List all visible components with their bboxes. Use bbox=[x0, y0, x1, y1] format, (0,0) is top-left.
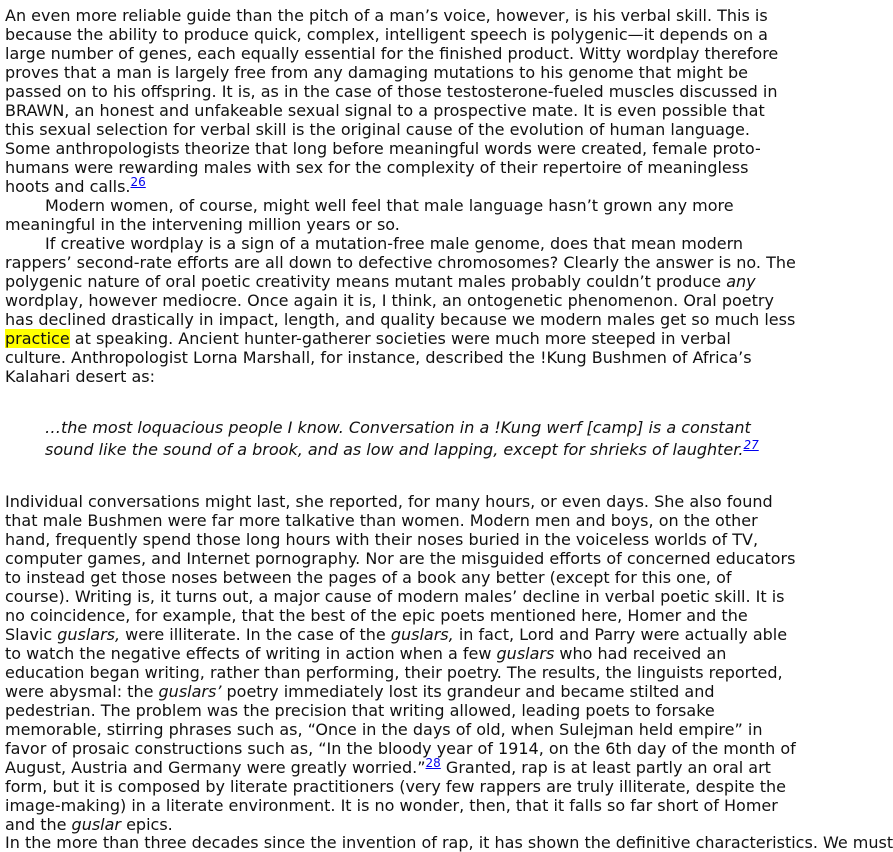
emphasis-any: any bbox=[726, 272, 756, 291]
paragraph-4 bbox=[5, 492, 796, 834]
block-quote bbox=[45, 417, 776, 461]
block-quote-text: …the most loquacious people I know. Conversation in a !Kung werf [camp] is a constant sound like the sound of a brook, and as low and lapping, except for shrieks of laughter. bbox=[45, 418, 751, 459]
paragraph-3 bbox=[5, 234, 796, 386]
paragraph-4-text-b: were illiterate. In the case of the bbox=[120, 625, 391, 644]
cutoff-next-line: In the more than three decades since the invention of rap, it has shown the definitive characteristics. We must bbox=[5, 833, 893, 852]
emphasis-guslars-1: guslars, bbox=[57, 625, 121, 644]
emphasis-guslars-2: guslars, bbox=[390, 625, 454, 644]
paragraph-1 bbox=[5, 6, 796, 196]
paragraph-4-text-f: Granted, rap is at least partly an oral art form, but it is composed by literate practitioners (very few rappers are truly illiterate, despite the image-making) in a literate environment. It is no wonder, then, that it falls so far short of Homer and the bbox=[5, 758, 786, 834]
paragraph-3-text-c: at speaking. Ancient hunter-gatherer societies were much more steeped in verbal culture. Anthropologist Lorna Marshall, for instance, described the !Kung Bushmen of Africa’s Kalahari desert as: bbox=[5, 329, 752, 386]
emphasis-guslars-3: guslars bbox=[496, 644, 555, 663]
footnote-27-link[interactable]: 27 bbox=[743, 438, 759, 452]
paragraph-4-text-g: epics. bbox=[121, 815, 173, 834]
paragraph-3-text-b: wordplay, however mediocre. Once again it is, I think, an ontogenetic phenomenon. Oral poetry has declined drastically in impact, length, and quality because we modern males get so much less bbox=[5, 291, 796, 329]
paragraph-4-text-d: who had received an education began writing, rather than performing, their poetry. The results, the linguists reported, were abysmal: the bbox=[5, 644, 783, 701]
footnote-28-link[interactable]: 28 bbox=[425, 756, 441, 770]
paragraph-1-text: An even more reliable guide than the pitch of a man’s voice, however, is his verbal skill. This is because the ability to produce quick, complex, intelligent speech is polygenic—it depends on a large number of genes, each equally essential for the finished product. Witty wordplay therefore proves that a man is largely free from any damaging mutations to his genome that might be passed on to his offspring. It is, as in the case of those testosterone-fueled muscles discussed in BRAWN, an honest and unfakeable sexual signal to a prospective mate. It is even possible that this sexual selection for verbal skill is the original cause of the evolution of human language. Some anthropologists theorize that long before meaningful words were created, female proto-humans were rewarding males with sex for the complexity of their repertoire of meaningless hoots and calls. bbox=[5, 6, 779, 196]
paragraph-4-text-c: in fact, Lord and Parry were actually able to watch the negative effects of writing in action when a few bbox=[5, 625, 788, 663]
paragraph-2: Modern women, of course, might well feel that male language hasn’t grown any more meaningful in the intervening million years or so. bbox=[5, 196, 734, 234]
paragraph-4-text-a: Individual conversations might last, she reported, for many hours, or even days. She also found that male Bushmen were far more talkative than women. Modern men and boys, on the other hand, frequently spend those long hours with their noses buried in the voiceless worlds of TV, computer games, and Internet pornography. Nor are the misguided efforts of concerned educators to instead get those noses between the pages of a book any better (except for this one, of course). Writing is, it turns out, a major cause of modern males’ decline in verbal poetic skill. It is no coincidence, for example, that the best of the epic poets mentioned here, Homer and the Slavic bbox=[5, 492, 796, 644]
emphasis-guslar: guslar bbox=[71, 815, 121, 834]
footnote-26-link[interactable]: 26 bbox=[130, 175, 146, 189]
highlighted-word[interactable]: practice bbox=[5, 329, 70, 348]
paragraph-4-text-e: poetry immediately lost its grandeur and became stilted and pedestrian. The problem was the precision that writing allowed, leading poets to forsake memorable, stirring phrases such as, “Once in the days of old, when Sulejman held empire” in favor of prosaic constructions such as, “In the bloody year of 1914, on the 6th day of the month of August, Austria and Germany were greatly worried.” bbox=[5, 682, 796, 777]
paragraph-3-text-a: If creative wordplay is a sign of a mutation-free male genome, does that mean modern rappers’ second-rate efforts are all down to defective chromosomes? Clearly the answer is no. The polygenic nature of oral poetic creativity means mutant males probably couldn’t produce bbox=[5, 234, 796, 291]
emphasis-guslars-4: guslars’ bbox=[158, 682, 222, 701]
